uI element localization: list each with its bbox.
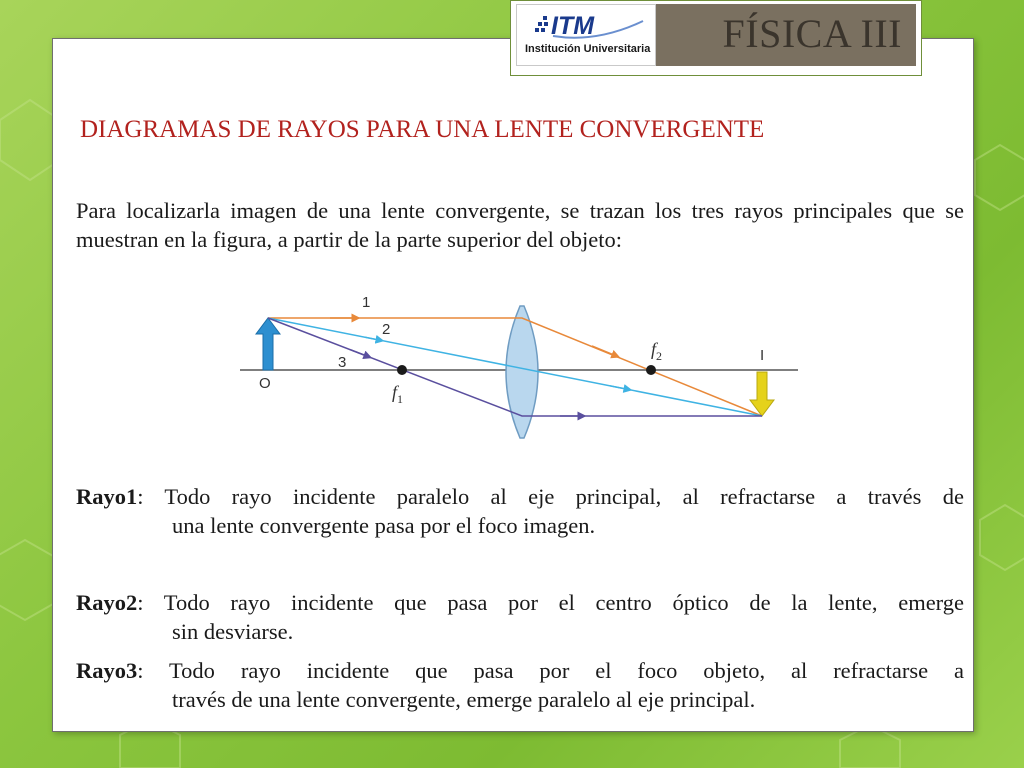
rule-line-1 (76, 482, 964, 511)
image-label: I (760, 347, 765, 364)
f1-label: $f_1$ (392, 382, 404, 406)
image-arrow (750, 372, 774, 416)
ray-2-label: 2 (382, 321, 391, 338)
rule-ray-1 (76, 482, 964, 540)
convergent-lens (506, 306, 538, 438)
rule-text: Todo rayo incidente que pasa por el foco objeto, al refractarse a (143, 658, 964, 683)
rule-name: Rayo1 (76, 484, 138, 509)
course-header (656, 4, 916, 66)
rule-ray-3 (76, 656, 964, 714)
course-title: FÍSICA III (722, 11, 902, 56)
rule-line-1 (76, 656, 964, 685)
rule-colon: : (137, 484, 144, 509)
itm-logo-icon (517, 5, 655, 45)
logo-brand-text: ITM (551, 12, 595, 40)
ray-3-label: 3 (338, 354, 347, 371)
focal-point-f1 (397, 365, 407, 375)
focal-point-f2 (646, 365, 656, 375)
rule-text: Todo rayo incidente paralelo al eje principal, al refractarse a través de (143, 484, 964, 509)
ray-diagram (230, 278, 810, 448)
rule-line-2: través de una lente convergente, emerge paralelo al eje principal. (172, 687, 756, 712)
rule-ray-2 (76, 588, 964, 646)
ray-1-label: 1 (362, 294, 371, 311)
rule-colon: : (137, 590, 144, 615)
institution-logo (516, 4, 656, 66)
slide-title: DIAGRAMAS DE RAYOS PARA UNA LENTE CONVERGENTE (80, 116, 765, 143)
object-arrow (256, 318, 280, 370)
rule-line-1 (76, 588, 964, 617)
rule-line-2: sin desviarse. (172, 619, 294, 644)
f2-label: $f_2$ (651, 339, 663, 363)
rule-name: Rayo2 (76, 590, 138, 615)
rule-text: Todo rayo incidente que pasa por el centro óptico de la lente, emerge (143, 590, 964, 615)
rule-name: Rayo3 (76, 658, 138, 683)
rule-colon: : (137, 658, 144, 683)
rule-line-2: una lente convergente pasa por el foco imagen. (172, 513, 596, 538)
intro-paragraph: Para localizarla imagen de una lente convergente, se trazan los tres rayos principales que se muestran en la figura, a partir de la parte superior del objeto: (76, 198, 964, 252)
logo-subtitle: Institución Universitaria (525, 43, 651, 55)
object-label: O (259, 375, 271, 392)
